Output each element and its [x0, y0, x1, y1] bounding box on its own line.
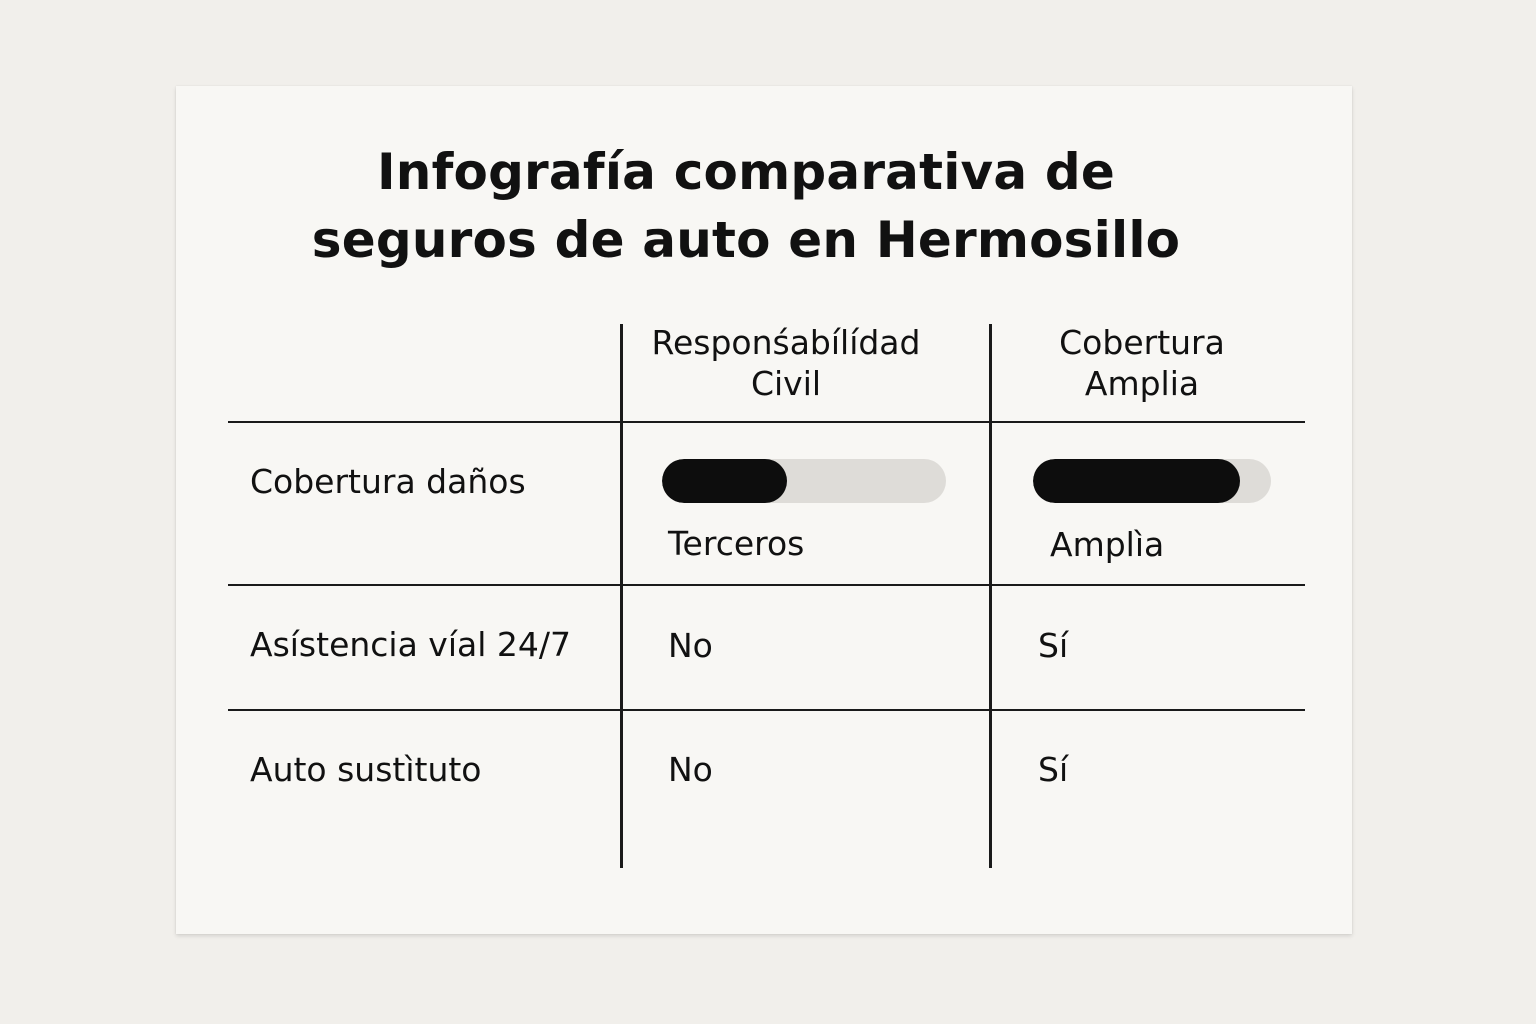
coverage-level-terceros: Terceros	[668, 524, 805, 563]
coverage-level-amplia: Amplìa	[1050, 525, 1165, 564]
column-header-line: Responśabílídad	[651, 323, 921, 362]
row-divider-1	[228, 584, 1305, 586]
infographic-card	[176, 86, 1352, 934]
column-header-line: Civil	[750, 364, 822, 403]
column-divider-2	[989, 324, 992, 868]
coverage-bar-fill	[662, 459, 787, 503]
title-line-2: seguros de auto en Hermosillo	[311, 211, 1181, 269]
header-divider	[228, 421, 1305, 423]
value-asistencia-cobertura-amplia: Sí	[1038, 626, 1069, 665]
value-auto-sustituto-cobertura-amplia: Sí	[1038, 750, 1069, 789]
title-line-1: Infografía comparativa de	[376, 143, 1116, 201]
coverage-bar-fill	[1033, 459, 1240, 503]
column-header-cobertura-amplia	[992, 322, 1292, 404]
infographic-title	[176, 138, 1316, 274]
column-divider-1	[620, 324, 623, 868]
row-divider-2	[228, 709, 1305, 711]
column-header-line: Amplia	[1084, 364, 1200, 403]
column-header-line: Cobertura	[1059, 323, 1225, 362]
row-label-cobertura-danos: Cobertura daños	[250, 462, 526, 501]
row-label-auto-sustituto: Auto sustìtuto	[250, 750, 482, 789]
column-header-responsabilidad-civil	[624, 322, 948, 404]
value-asistencia-responsabilidad-civil: No	[668, 626, 713, 665]
coverage-bar-responsabilidad-civil	[662, 459, 946, 503]
coverage-bar-cobertura-amplia	[1033, 459, 1271, 503]
value-auto-sustituto-responsabilidad-civil: No	[668, 750, 713, 789]
row-label-asistencia-vial: Asístencia víal 24/7	[250, 625, 571, 664]
